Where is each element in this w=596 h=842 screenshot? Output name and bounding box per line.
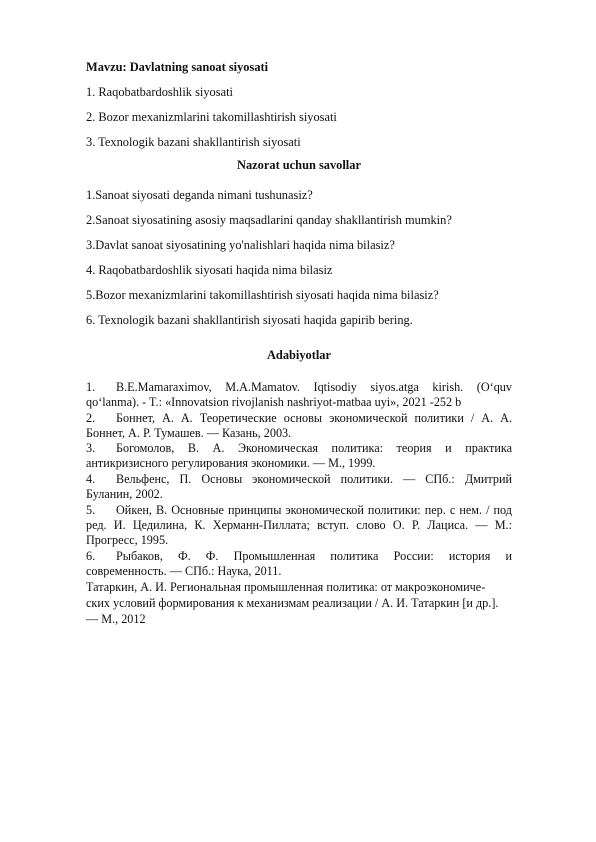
topic-title: Mavzu: Davlatning sanoat siyosati bbox=[86, 60, 269, 74]
reference-number: 6. bbox=[86, 549, 96, 563]
questions-heading: Nazorat uchun savollar bbox=[237, 158, 361, 172]
reference-text: Рыбаков, Ф. Ф. Промышленная политика России: история и bbox=[116, 549, 512, 563]
reference-text: Ойкен, В. Основные принципы экономической политики: пер. с нем. / под bbox=[116, 503, 512, 517]
reference-5 bbox=[86, 503, 512, 548]
reference-4 bbox=[86, 472, 512, 502]
topic-item-3: 3. Texnologik bazani shakllantirish siyosati bbox=[86, 135, 301, 149]
question-2: 2.Sanoat siyosatining asosiy maqsadlarini qanday shakllantirish mumkin? bbox=[86, 213, 452, 227]
topic-item-1: 1. Raqobatbardoshlik siyosati bbox=[86, 85, 233, 99]
literature-heading: Adabiyotlar bbox=[266, 348, 332, 362]
reference-6 bbox=[86, 549, 512, 579]
question-6: 6. Texnologik bazani shakllantirish siyosati haqida gapirib bering. bbox=[86, 313, 413, 327]
reference-text: антикризисного регулирования экономики. — М., 1999. bbox=[86, 456, 376, 470]
reference-number: 3. bbox=[86, 441, 96, 455]
reference-text: qo‘lanma). - T.: «Innovatsion rivojlanish nashriyot-matbaa uyi», 2021 -252 b bbox=[86, 395, 462, 409]
reference-2 bbox=[86, 411, 512, 441]
reference-text: B.E.Mamaraximov, M.A.Mamatov. Iqtisodiy siyos.atga kirish. (O‘quv bbox=[116, 380, 512, 394]
reference-text: Боннет, А. А. Теоретические основы экономической политики / А. А. bbox=[116, 411, 512, 425]
reference-number: 1. bbox=[86, 380, 96, 394]
reference-text: Буланин, 2002. bbox=[86, 487, 163, 501]
reference-3 bbox=[86, 441, 512, 471]
reference-text: Прогресс, 1995. bbox=[86, 533, 169, 547]
question-3: 3.Davlat sanoat siyosatining yo'nalishlari haqida nima bilasiz? bbox=[86, 238, 395, 252]
reference-text: Богомолов, В. А. Экономическая политика: теория и практика bbox=[116, 441, 512, 455]
reference-text: современность. — СПб.: Наука, 2011. bbox=[86, 564, 282, 578]
reference-number: 5. bbox=[86, 503, 96, 517]
question-4: 4. Raqobatbardoshlik siyosati haqida nima bilasiz bbox=[86, 263, 333, 277]
reference-text: ред. И. Цедилина, К. Херманн-Пиллата; вступ. слово О. Р. Лациса. — М.: bbox=[86, 518, 512, 532]
reference-1 bbox=[86, 380, 512, 410]
reference-number: 2. bbox=[86, 411, 96, 425]
extra-reference-line: — М., 2012 bbox=[86, 612, 146, 626]
reference-number: 4. bbox=[86, 472, 96, 486]
reference-text: Боннет, А. Р. Тумашев. — Казань, 2003. bbox=[86, 426, 292, 440]
question-5: 5.Bozor mexanizmlarini takomillashtirish siyosati haqida nima bilasiz? bbox=[86, 288, 439, 302]
extra-reference-line: Татаркин, А. И. Региональная промышленная политика: от макроэкономиче- bbox=[86, 580, 486, 594]
topic-item-2: 2. Bozor mexanizmlarini takomillashtirish siyosati bbox=[86, 110, 337, 124]
question-1: 1.Sanoat siyosati deganda nimani tushunasiz? bbox=[86, 188, 313, 202]
extra-reference-line: ских условий формирования к механизмам реализации / А. И. Татаркин [и др.]. bbox=[86, 596, 499, 610]
reference-text: Вельфенс, П. Основы экономической политики. — СПб.: Дмитрий bbox=[116, 472, 512, 486]
